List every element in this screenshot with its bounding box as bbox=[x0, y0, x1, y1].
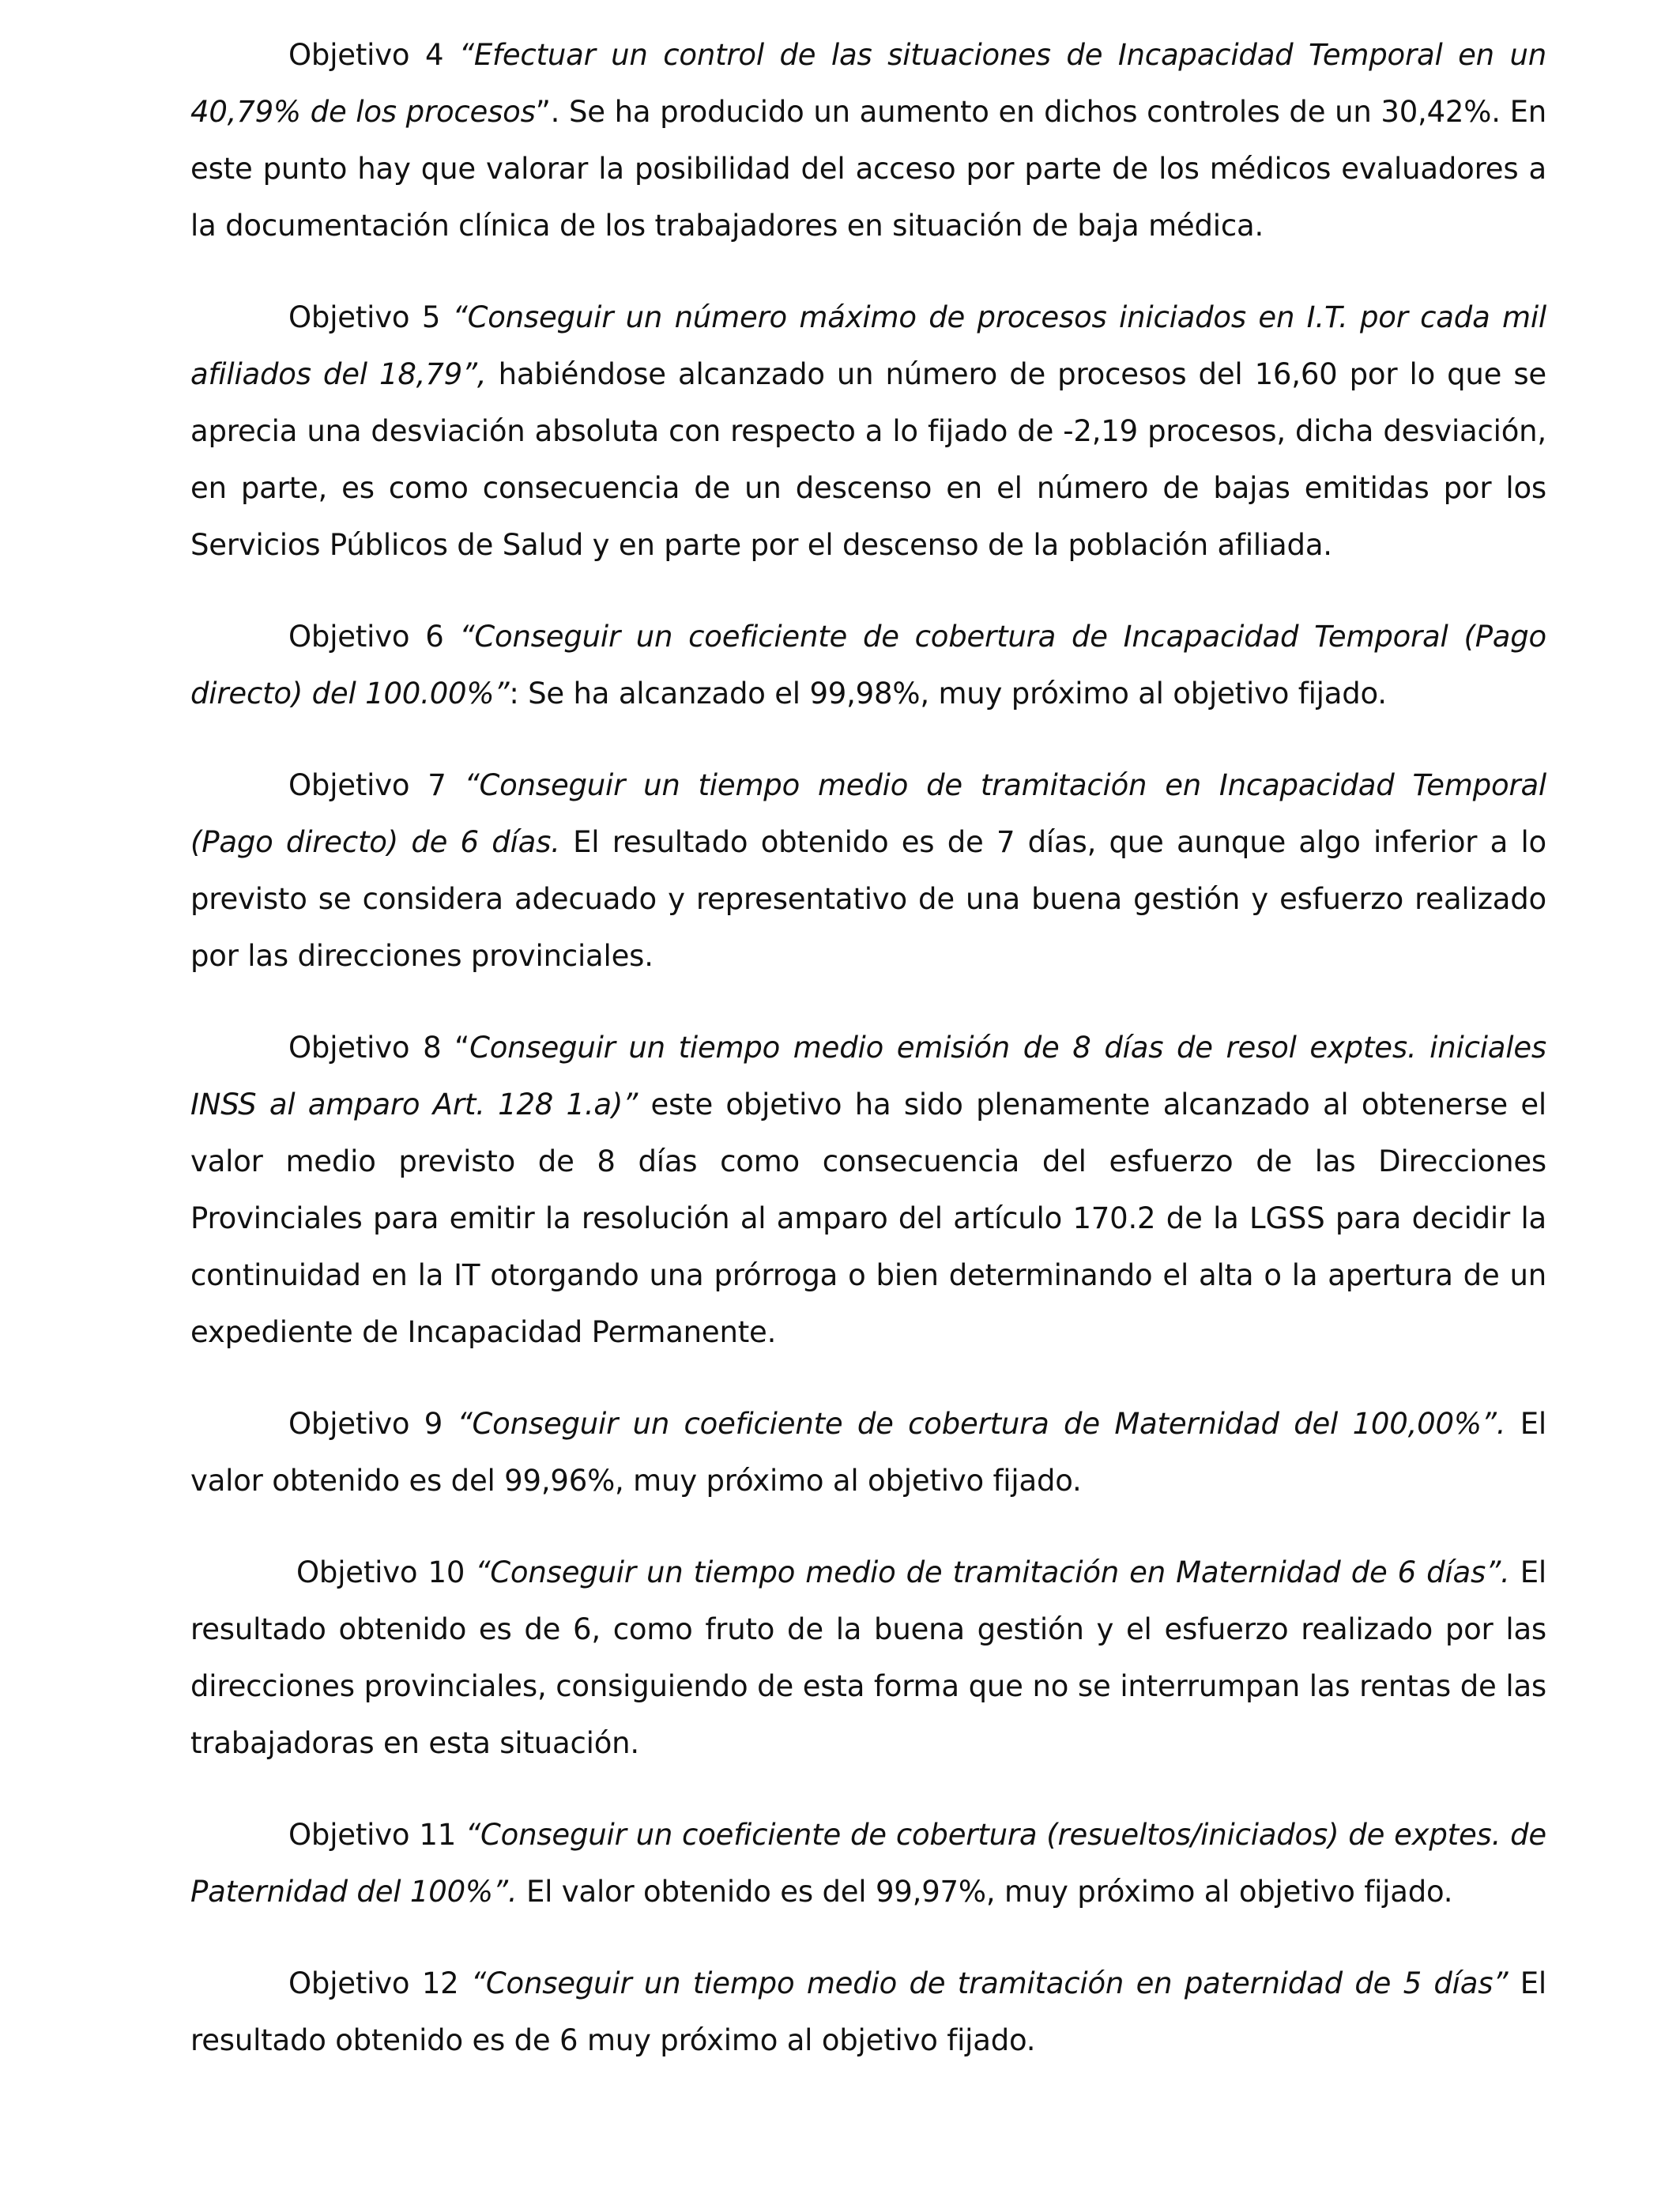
paragraph-objetivo-5 bbox=[190, 289, 1546, 574]
objective-result: ”. Se ha producido un aumento en dichos controles de un 30,42%. En este punto hay que valorar la posibilidad del acceso por parte de los médicos evaluadores a la documentación clínica de los trabajadores en situación de baja médica. bbox=[190, 95, 1546, 243]
objective-lead: Objetivo 10 bbox=[296, 1555, 476, 1589]
objective-lead: Objetivo 6 bbox=[288, 620, 460, 654]
objective-lead: Objetivo 4 bbox=[288, 38, 459, 72]
paragraph-objetivo-4 bbox=[190, 27, 1546, 254]
paragraph-objetivo-9 bbox=[190, 1396, 1546, 1510]
objective-lead: Objetivo 12 bbox=[288, 1966, 471, 2000]
paragraph-objetivo-6 bbox=[190, 609, 1546, 722]
paragraph-objetivo-10 bbox=[190, 1544, 1546, 1772]
objective-result: El resultado obtenido es de 6, como fruto de la buena gestión y el esfuerzo realizado por las direcciones provinciales, consiguiendo de esta forma que no se interrumpan las rentas de las trabajadoras en esta situación. bbox=[190, 1555, 1546, 1760]
objective-quote: “Conseguir un tiempo medio de tramitación en paternidad de 5 días” bbox=[470, 1966, 1509, 2000]
document-body bbox=[190, 27, 1546, 2104]
paragraph-objetivo-7 bbox=[190, 757, 1546, 985]
objective-quote: “Efectuar un control de las situaciones de Incapacidad Temporal en un 40,79% de los procesos bbox=[190, 38, 1547, 129]
objective-result: habiéndose alcanzado un número de procesos del 16,60 por lo que se aprecia una desviación absoluta con respecto a lo fijado de -2,19 procesos, dicha desviación, en parte, es como consecuencia de un descenso en el número de bajas emitidas por los Servicios Públicos de Salud y en parte por el descenso de la población afiliada. bbox=[190, 357, 1546, 562]
objective-quote: “Conseguir un coeficiente de cobertura de Maternidad del 100,00%”. bbox=[457, 1407, 1506, 1441]
objective-result: El resultado obtenido es de 6 muy próximo al objetivo fijado. bbox=[190, 1966, 1546, 2057]
objective-lead: Objetivo 7 bbox=[288, 768, 465, 802]
objective-quote: “Conseguir un tiempo medio de tramitación en Maternidad de 6 días”. bbox=[475, 1555, 1510, 1589]
paragraph-objetivo-11 bbox=[190, 1807, 1546, 1921]
objective-quote: “Conseguir un tiempo medio de tramitación en Incapacidad Temporal (Pago directo) de 6 días. bbox=[190, 768, 1546, 859]
paragraph-objetivo-12 bbox=[190, 1955, 1546, 2069]
objective-lead: Objetivo 5 bbox=[288, 300, 453, 334]
objective-lead: Objetivo 9 bbox=[288, 1407, 458, 1441]
objective-quote: “Conseguir un coeficiente de cobertura (resueltos/iniciados) de exptes. de Paternidad del 100%”. bbox=[190, 1818, 1547, 1909]
objective-result: El valor obtenido es del 99,97%, muy próximo al objetivo fijado. bbox=[517, 1875, 1453, 1909]
objective-result: El resultado obtenido es de 7 días, que aunque algo inferior a lo previsto se considera adecuado y representativo de una buena gestión y esfuerzo realizado por las direcciones provinciales. bbox=[190, 825, 1546, 973]
objective-quote: “Conseguir un número máximo de procesos iniciados en I.T. por cada mil afiliados del 18,79”, bbox=[190, 300, 1546, 391]
objective-lead: Objetivo 11 bbox=[288, 1818, 466, 1852]
paragraph-objetivo-8 bbox=[190, 1020, 1546, 1361]
objective-quote: “Conseguir un coeficiente de cobertura de Incapacidad Temporal (Pago directo) del 100.00%” bbox=[190, 620, 1546, 711]
objective-quote: Conseguir un tiempo medio emisión de 8 días de resol exptes. iniciales INSS al amparo Art. 128 1.a)” bbox=[190, 1031, 1546, 1122]
objective-lead: Objetivo 8 “ bbox=[288, 1031, 470, 1065]
objective-result: El valor obtenido es del 99,96%, muy próximo al objetivo fijado. bbox=[190, 1407, 1547, 1498]
objective-result: : Se ha alcanzado el 99,98%, muy próximo al objetivo fijado. bbox=[509, 677, 1387, 711]
objective-result: este objetivo ha sido plenamente alcanzado al obtenerse el valor medio previsto de 8 días como consecuencia del esfuerzo de las Direcciones Provinciales para emitir la resolución al amparo del artículo 170.2 de la LGSS para decidir la continuidad en la IT otorgando una prórroga o bien determinando el alta o la apertura de un expediente de Incapacidad Permanente. bbox=[190, 1088, 1546, 1349]
